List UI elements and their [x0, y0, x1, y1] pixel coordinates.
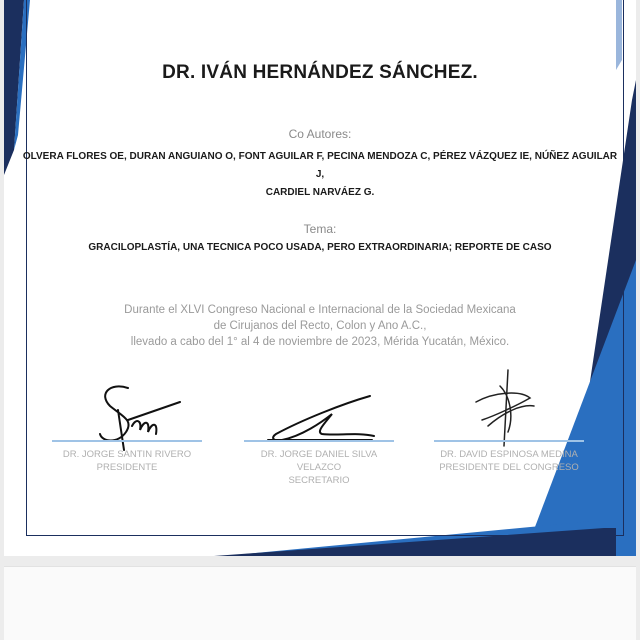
coauthors-label: Co Autores:	[288, 127, 352, 141]
coauthors-line-2: CARDIEL NARVÁEZ G.	[265, 187, 375, 198]
signature-line	[244, 440, 394, 442]
signature-line	[52, 440, 202, 442]
signer-role: PRESIDENTE DEL CONGRESO	[439, 462, 579, 473]
coauthors-list	[22, 148, 618, 202]
signature-block-secretary	[244, 440, 394, 487]
description-line-2: de Cirujanos del Recto, Colon y Ano A.C.,	[213, 320, 427, 332]
signature-scribble-3	[464, 366, 544, 450]
topic-label: Tema:	[303, 222, 337, 236]
signer-role: PRESIDENTE	[96, 462, 158, 473]
signature-block-congress-president	[434, 440, 584, 474]
signer-role: SECRETARIO	[288, 475, 350, 486]
signature-scribble-2	[262, 392, 382, 444]
signature-line	[434, 440, 584, 442]
recipient-name: DR. IVÁN HERNÁNDEZ SÁNCHEZ.	[162, 62, 478, 83]
topic-title: GRACILOPLASTÍA, UNA TECNICA POCO USADA, PERO EXTRAORDINARIA; REPORTE DE CASO	[88, 242, 552, 253]
signature-block-president	[52, 440, 202, 474]
event-description	[60, 302, 580, 350]
description-line-3: llevado a cabo del 1° al 4 de noviembre de 2023, Mérida Yucatán, México.	[130, 336, 510, 348]
description-line-1: Durante el XLVI Congreso Nacional e Internacional de la Sociedad Mexicana	[124, 304, 516, 316]
signer-name: DR. JORGE DANIEL SILVA VELAZCO	[260, 449, 378, 473]
next-page-preview	[4, 566, 636, 640]
signer-name: DR. JORGE SANTIN RIVERO	[62, 449, 192, 460]
signer-name: DR. DAVID ESPINOSA MEDINA	[440, 449, 578, 460]
coauthors-line-1: OLVERA FLORES OE, DURAN ANGUIANO O, FONT AGUILAR F, PECINA MENDOZA C, PÉREZ VÁZQUEZ IE, NÚÑEZ AGUILAR J,	[22, 151, 618, 180]
